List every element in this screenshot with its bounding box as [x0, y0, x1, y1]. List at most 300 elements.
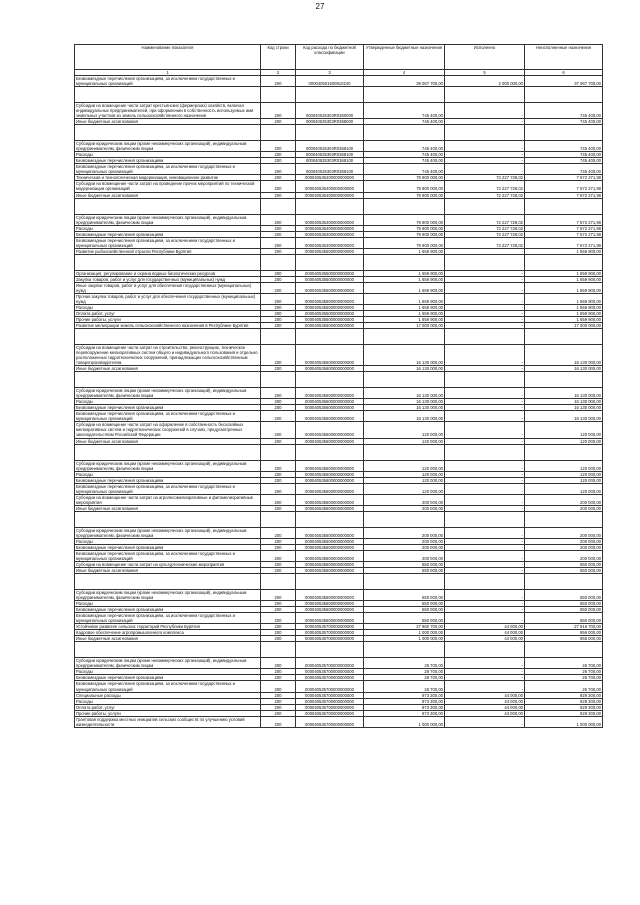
row-unexecuted: 1 659 900,00: [525, 310, 603, 316]
row-line-code: 200: [261, 630, 296, 636]
row-line-code: 200: [261, 231, 296, 237]
row-budget-code: 000040535400000000000: [296, 214, 364, 225]
row-name: Безвозмездные перечисления организациям, за исключением государственных и муниципальных организаций: [75, 237, 261, 248]
row-approved: 26 700,00: [364, 675, 445, 681]
row-line-code: 200: [261, 716, 296, 727]
row-budget-code: 000040535303R0368000: [296, 119, 364, 125]
row-approved: 1 000 000,00: [364, 630, 445, 636]
row-executed: -: [445, 550, 525, 561]
row-unexecuted: [525, 642, 603, 658]
row-name: Развитие рыбохозяйственной отрасли Республики Бурятия: [75, 248, 261, 254]
row-approved: 79 900 000,00: [364, 181, 445, 192]
table-row: [75, 329, 603, 345]
row-executed: 72 227 728,02: [445, 175, 525, 181]
row-line-code: 200: [261, 192, 296, 198]
table-row: [75, 372, 603, 388]
row-budget-code: 000040535500000000000: [296, 317, 364, 323]
row-executed: -: [445, 477, 525, 483]
row-budget-code: [296, 254, 364, 270]
row-budget-code: 000040535700000000000: [296, 669, 364, 675]
row-budget-code: 000040535600000000000: [296, 494, 364, 505]
row-approved: 973 300,00: [364, 704, 445, 710]
row-executed: -: [445, 538, 525, 544]
row-executed: -: [445, 607, 525, 613]
row-name: Субсидии юридическим лицам (кроме некоммерческих организаций), индивидуальным предпринимателям, физическим лицам: [75, 527, 261, 538]
row-name: Безвозмездные перечисления организациям, за исключением государственных и муниципальных организаций: [75, 550, 261, 561]
row-unexecuted: 550 000,00: [525, 613, 603, 624]
row-executed: 44 000,00: [445, 630, 525, 636]
row-approved: 1 659 900,00: [364, 248, 445, 254]
row-budget-code: 000040535700000000000: [296, 698, 364, 704]
row-unexecuted: 745 400,00: [525, 158, 603, 164]
table-row: [75, 181, 603, 192]
table-header: [75, 45, 603, 76]
row-name: Безвозмездные перечисления организациям, за исключением государственных и муниципальных организаций: [75, 483, 261, 494]
row-line-code: [261, 444, 296, 460]
row-line-code: 200: [261, 601, 296, 607]
row-approved: 79 900 000,00: [364, 231, 445, 237]
row-executed: [445, 574, 525, 590]
row-name: Грантовая поддержка местных инициатив сельских сообществ по улучшению условий жизнедеятельности: [75, 716, 261, 727]
row-executed: -: [445, 103, 525, 119]
row-budget-code: 000040535500000000000: [296, 282, 364, 293]
row-executed: -: [445, 323, 525, 329]
row-line-code: 200: [261, 164, 296, 175]
table-row: [75, 254, 603, 270]
row-name: Безвозмездные перечисления организациям, за исключением государственных и муниципальных организаций: [75, 613, 261, 624]
row-name: Иные бюджетные ассигнования: [75, 505, 261, 511]
row-name: Устойчивое развитие сельских территорий Республики Бурятия: [75, 624, 261, 630]
table-row: [75, 87, 603, 103]
row-unexecuted: 745 400,00: [525, 119, 603, 125]
row-unexecuted: 200 000,00: [525, 538, 603, 544]
row-name: [75, 444, 261, 460]
row-unexecuted: 745 400,00: [525, 152, 603, 158]
row-name: Иные бюджетные ассигнования: [75, 636, 261, 642]
header-indicator-name: Наименование показателя: [75, 45, 261, 70]
row-executed: -: [445, 422, 525, 438]
table-row: [75, 550, 603, 561]
row-line-code: 200: [261, 276, 296, 282]
row-approved: [364, 372, 445, 388]
row-budget-code: [296, 125, 364, 141]
row-approved: 120 000,00: [364, 460, 445, 471]
table-row: [75, 681, 603, 692]
row-name: Иные бюджетные ассигнования: [75, 438, 261, 444]
row-executed: [445, 198, 525, 214]
row-executed: -: [445, 460, 525, 471]
row-approved: 16 130 000,00: [364, 388, 445, 399]
row-line-code: 200: [261, 544, 296, 550]
row-approved: 16 130 000,00: [364, 405, 445, 411]
row-name: [75, 574, 261, 590]
row-line-code: 200: [261, 304, 296, 310]
row-line-code: 200: [261, 538, 296, 544]
row-executed: -: [445, 310, 525, 316]
table-row: [75, 103, 603, 119]
row-unexecuted: [525, 574, 603, 590]
row-approved: 550 000,00: [364, 568, 445, 574]
row-approved: 1 000 000,00: [364, 636, 445, 642]
row-executed: -: [445, 158, 525, 164]
row-budget-code: 000040535600000000000: [296, 568, 364, 574]
row-line-code: 200: [261, 248, 296, 254]
row-name: Безвозмездные перечисления организациям: [75, 607, 261, 613]
row-budget-code: 000040535600000000000: [296, 366, 364, 372]
table-row: [75, 422, 603, 438]
row-name: Расходы: [75, 698, 261, 704]
row-approved: 200 000,00: [364, 505, 445, 511]
row-executed: [445, 642, 525, 658]
row-executed: -: [445, 317, 525, 323]
row-unexecuted: 120 000,00: [525, 438, 603, 444]
row-name: Расходы: [75, 538, 261, 544]
row-name: Организация, регулирование и охрана водных биологических ресурсов: [75, 270, 261, 276]
row-budget-code: 000040535500000000000: [296, 248, 364, 254]
row-line-code: 200: [261, 270, 296, 276]
row-approved: 973 300,00: [364, 710, 445, 716]
row-executed: -: [445, 345, 525, 366]
row-name: Субсидии на возмещение части затрат на оформление в собственность бесхозяйных мелиоративных систем и гидротехнических сооружений в случаях, предусмотренных законодательством Российской Федерации: [75, 422, 261, 438]
row-budget-code: 000040535600000000000: [296, 538, 364, 544]
row-name: Субсидии юридическим лицам (кроме некоммерческих организаций), индивидуальным предпринимателям, физическим лицам: [75, 214, 261, 225]
row-name: [75, 198, 261, 214]
row-approved: 79 900 000,00: [364, 192, 445, 198]
row-unexecuted: 120 000,00: [525, 422, 603, 438]
row-unexecuted: 16 130 000,00: [525, 411, 603, 422]
row-unexecuted: 550 000,00: [525, 601, 603, 607]
row-line-code: 200: [261, 692, 296, 698]
row-approved: 16 130 000,00: [364, 399, 445, 405]
row-budget-code: 000040535500000000000: [296, 293, 364, 304]
table-row: [75, 527, 603, 538]
row-executed: -: [445, 471, 525, 477]
row-executed: [445, 372, 525, 388]
table-row: [75, 198, 603, 214]
row-executed: -: [445, 658, 525, 669]
row-budget-code: 000040535400000000000: [296, 231, 364, 237]
header-row: [75, 45, 603, 70]
row-approved: [364, 125, 445, 141]
row-unexecuted: 120 000,00: [525, 471, 603, 477]
row-name: Субсидии юридическим лицам (кроме некоммерческих организаций), индивидуальным предпринимателям, физическим лицам: [75, 658, 261, 669]
row-unexecuted: 200 000,00: [525, 527, 603, 538]
row-executed: -: [445, 483, 525, 494]
column-number: 6: [525, 70, 603, 76]
row-unexecuted: [525, 444, 603, 460]
row-executed: -: [445, 568, 525, 574]
row-line-code: 200: [261, 681, 296, 692]
row-executed: -: [445, 505, 525, 511]
row-budget-code: 000040535600000000000: [296, 544, 364, 550]
row-name: Расходы: [75, 669, 261, 675]
row-executed: -: [445, 405, 525, 411]
row-line-code: [261, 254, 296, 270]
row-executed: -: [445, 293, 525, 304]
row-budget-code: 000040535600000000000: [296, 411, 364, 422]
row-unexecuted: 16 130 000,00: [525, 366, 603, 372]
row-line-code: 200: [261, 345, 296, 366]
row-executed: 44 000,00: [445, 624, 525, 630]
row-approved: 1 659 900,00: [364, 304, 445, 310]
row-budget-code: 000040535400000000000: [296, 181, 364, 192]
row-name: Безвозмездные перечисления организациям: [75, 675, 261, 681]
row-budget-code: [296, 444, 364, 460]
row-budget-code: 000040535600000000000: [296, 477, 364, 483]
column-number: 2: [261, 70, 296, 76]
row-executed: 2 000 000,00: [445, 76, 525, 87]
row-name: Техническая и технологическая модернизация, инновационное развитие: [75, 175, 261, 181]
row-unexecuted: [525, 329, 603, 345]
row-executed: 44 000,00: [445, 636, 525, 642]
row-unexecuted: [525, 198, 603, 214]
table-row: [75, 125, 603, 141]
row-approved: 1 659 900,00: [364, 310, 445, 316]
row-executed: -: [445, 119, 525, 125]
table-row: [75, 574, 603, 590]
row-budget-code: 000040535600000000000: [296, 399, 364, 405]
row-name: Субсидии на возмещение части затрат на культуртехнические мероприятия: [75, 562, 261, 568]
row-unexecuted: [525, 125, 603, 141]
row-unexecuted: 200 000,00: [525, 494, 603, 505]
row-unexecuted: 1 659 900,00: [525, 293, 603, 304]
row-executed: -: [445, 399, 525, 405]
row-budget-code: 000040535600000000000: [296, 613, 364, 624]
row-line-code: 200: [261, 568, 296, 574]
row-line-code: 200: [261, 103, 296, 119]
row-approved: 26 700,00: [364, 658, 445, 669]
row-budget-code: [296, 372, 364, 388]
row-line-code: 200: [261, 505, 296, 511]
row-name: Субсидии на возмещение части затрат на агролесомелиоративные и фитомелиоративные мероприятия: [75, 494, 261, 505]
row-budget-code: 000040535600000000000: [296, 527, 364, 538]
row-budget-code: 000040535700000000000: [296, 710, 364, 716]
row-unexecuted: 7 672 271,98: [525, 192, 603, 198]
row-unexecuted: 7 672 271,98: [525, 225, 603, 231]
table-row: [75, 590, 603, 601]
row-approved: [364, 198, 445, 214]
row-budget-code: 000040535303R0368100: [296, 158, 364, 164]
row-approved: 745 400,00: [364, 119, 445, 125]
header-executed: Исполнено: [445, 45, 525, 70]
row-budget-code: 000040535600000000000: [296, 562, 364, 568]
row-budget-code: 000040535600000000000: [296, 471, 364, 477]
row-unexecuted: 26 700,00: [525, 658, 603, 669]
row-line-code: 200: [261, 366, 296, 372]
row-executed: -: [445, 276, 525, 282]
row-executed: 44 000,00: [445, 704, 525, 710]
column-number: 5: [445, 70, 525, 76]
row-budget-code: 000040535600000000000: [296, 422, 364, 438]
row-name: Безвозмездные перечисления организациям: [75, 231, 261, 237]
row-line-code: 200: [261, 405, 296, 411]
row-executed: 72 227 728,02: [445, 237, 525, 248]
row-executed: -: [445, 411, 525, 422]
row-approved: 200 000,00: [364, 544, 445, 550]
row-name: Расходы: [75, 601, 261, 607]
row-name: Безвозмездные перечисления организациям: [75, 477, 261, 483]
row-approved: 17 000 000,00: [364, 323, 445, 329]
row-unexecuted: 200 000,00: [525, 544, 603, 550]
row-line-code: 200: [261, 698, 296, 704]
row-name: Субсидии юридическим лицам (кроме некоммерческих организаций), индивидуальным предпринимателям, физическим лицам: [75, 460, 261, 471]
row-name: Расходы: [75, 399, 261, 405]
row-executed: -: [445, 164, 525, 175]
row-unexecuted: 929 300,00: [525, 710, 603, 716]
table-body: [75, 76, 603, 728]
row-unexecuted: 16 130 000,00: [525, 405, 603, 411]
row-unexecuted: 1 659 900,00: [525, 270, 603, 276]
header-line-code: Код строки: [261, 45, 296, 70]
row-approved: 120 000,00: [364, 477, 445, 483]
row-name: Иные бюджетные ассигнования: [75, 366, 261, 372]
row-approved: [364, 254, 445, 270]
row-budget-code: 000040535700000000000: [296, 675, 364, 681]
row-line-code: 200: [261, 704, 296, 710]
row-line-code: 200: [261, 411, 296, 422]
row-budget-code: 000040535600000000000: [296, 601, 364, 607]
row-line-code: 200: [261, 422, 296, 438]
row-approved: 973 300,00: [364, 692, 445, 698]
row-name: Прочие работы, услуги: [75, 710, 261, 716]
row-line-code: 200: [261, 460, 296, 471]
row-name: Расходы: [75, 471, 261, 477]
row-line-code: 200: [261, 471, 296, 477]
row-approved: 79 900 000,00: [364, 214, 445, 225]
row-budget-code: 000040535303R0368100: [296, 141, 364, 152]
row-approved: [364, 444, 445, 460]
row-approved: 120 000,00: [364, 483, 445, 494]
row-unexecuted: 550 000,00: [525, 562, 603, 568]
row-budget-code: 000040535500000000000: [296, 276, 364, 282]
row-executed: -: [445, 438, 525, 444]
row-budget-code: 000040535500000000000: [296, 304, 364, 310]
row-line-code: 200: [261, 317, 296, 323]
table-row: [75, 282, 603, 293]
row-approved: 745 400,00: [364, 152, 445, 158]
row-executed: -: [445, 366, 525, 372]
row-executed: 72 227 728,02: [445, 192, 525, 198]
row-unexecuted: 27 916 700,00: [525, 624, 603, 630]
row-executed: -: [445, 601, 525, 607]
row-unexecuted: 956 000,00: [525, 636, 603, 642]
row-name: Субсидии на возмещение части затрат на проведение прочих мероприятий по технической модернизации организаций: [75, 181, 261, 192]
row-executed: 44 000,00: [445, 698, 525, 704]
row-budget-code: 000040535400000000000: [296, 192, 364, 198]
row-approved: [364, 511, 445, 527]
row-approved: 1 659 900,00: [364, 276, 445, 282]
row-budget-code: 000040535600000000000: [296, 590, 364, 601]
row-executed: -: [445, 282, 525, 293]
row-unexecuted: 956 000,00: [525, 630, 603, 636]
row-unexecuted: [525, 511, 603, 527]
row-line-code: 200: [261, 141, 296, 152]
table-row: [75, 411, 603, 422]
row-executed: 44 000,00: [445, 692, 525, 698]
row-approved: 1 000 000,00: [364, 716, 445, 727]
row-approved: 1 659 900,00: [364, 282, 445, 293]
row-executed: -: [445, 675, 525, 681]
row-unexecuted: 37 067 700,00: [525, 76, 603, 87]
row-line-code: 200: [261, 477, 296, 483]
row-line-code: 200: [261, 562, 296, 568]
row-budget-code: 000040535400000000000: [296, 175, 364, 181]
row-line-code: 200: [261, 175, 296, 181]
row-unexecuted: [525, 372, 603, 388]
row-executed: -: [445, 590, 525, 601]
row-budget-code: [296, 198, 364, 214]
row-approved: 745 400,00: [364, 141, 445, 152]
row-name: Субсидии юридическим лицам (кроме некоммерческих организаций), индивидуальным предпринимателям, физическим лицам: [75, 388, 261, 399]
row-budget-code: 000040535303R0360000: [296, 103, 364, 119]
row-executed: -: [445, 669, 525, 675]
table-row: [75, 164, 603, 175]
row-executed: -: [445, 141, 525, 152]
row-budget-code: 000040535303R0368100: [296, 164, 364, 175]
row-name: Прочая закупка товаров, работ и услуг для обеспечения государственных (муниципальных) нужд: [75, 293, 261, 304]
row-executed: -: [445, 527, 525, 538]
row-approved: 39 067 700,00: [364, 76, 445, 87]
table-row: [75, 388, 603, 399]
row-line-code: 200: [261, 214, 296, 225]
row-line-code: 200: [261, 590, 296, 601]
row-line-code: 200: [261, 310, 296, 316]
row-executed: -: [445, 562, 525, 568]
row-unexecuted: [525, 254, 603, 270]
row-executed: [445, 511, 525, 527]
row-name: Субсидии юридическим лицам (кроме некоммерческих организаций), индивидуальным предпринимателям, физическим лицам: [75, 141, 261, 152]
row-line-code: [261, 198, 296, 214]
row-budget-code: 000040535700000000000: [296, 658, 364, 669]
row-name: [75, 372, 261, 388]
row-approved: 200 000,00: [364, 538, 445, 544]
row-executed: -: [445, 304, 525, 310]
row-line-code: 200: [261, 152, 296, 158]
row-budget-code: [296, 642, 364, 658]
row-approved: 1 659 900,00: [364, 270, 445, 276]
row-approved: 16 130 000,00: [364, 345, 445, 366]
row-budget-code: 000040535700000000000: [296, 716, 364, 727]
row-name: Иные бюджетные ассигнования: [75, 192, 261, 198]
table-row: [75, 642, 603, 658]
row-name: Безвозмездные перечисления организациям, за исключением государственных и муниципальных организаций: [75, 681, 261, 692]
row-line-code: 200: [261, 323, 296, 329]
row-executed: -: [445, 681, 525, 692]
row-name: Специальные расходы: [75, 692, 261, 698]
row-name: Иные бюджетные ассигнования: [75, 119, 261, 125]
row-approved: 550 000,00: [364, 601, 445, 607]
row-name: Прочие работы, услуги: [75, 317, 261, 323]
row-unexecuted: [525, 87, 603, 103]
row-name: Иные бюджетные ассигнования: [75, 568, 261, 574]
row-name: Кадровое обеспечение агропромышленного комплекса: [75, 630, 261, 636]
row-executed: -: [445, 716, 525, 727]
row-unexecuted: 929 300,00: [525, 704, 603, 710]
row-budget-code: [296, 329, 364, 345]
row-executed: -: [445, 544, 525, 550]
row-unexecuted: 1 659 900,00: [525, 304, 603, 310]
row-approved: 16 130 000,00: [364, 366, 445, 372]
row-budget-code: 000040535600000000000: [296, 607, 364, 613]
row-name: [75, 125, 261, 141]
row-budget-code: 000040535600000000000: [296, 505, 364, 511]
row-budget-code: 000040535700000000000: [296, 692, 364, 698]
row-line-code: 200: [261, 399, 296, 405]
row-executed: -: [445, 388, 525, 399]
column-number: 3: [296, 70, 364, 76]
row-executed: [445, 329, 525, 345]
row-line-code: 200: [261, 158, 296, 164]
